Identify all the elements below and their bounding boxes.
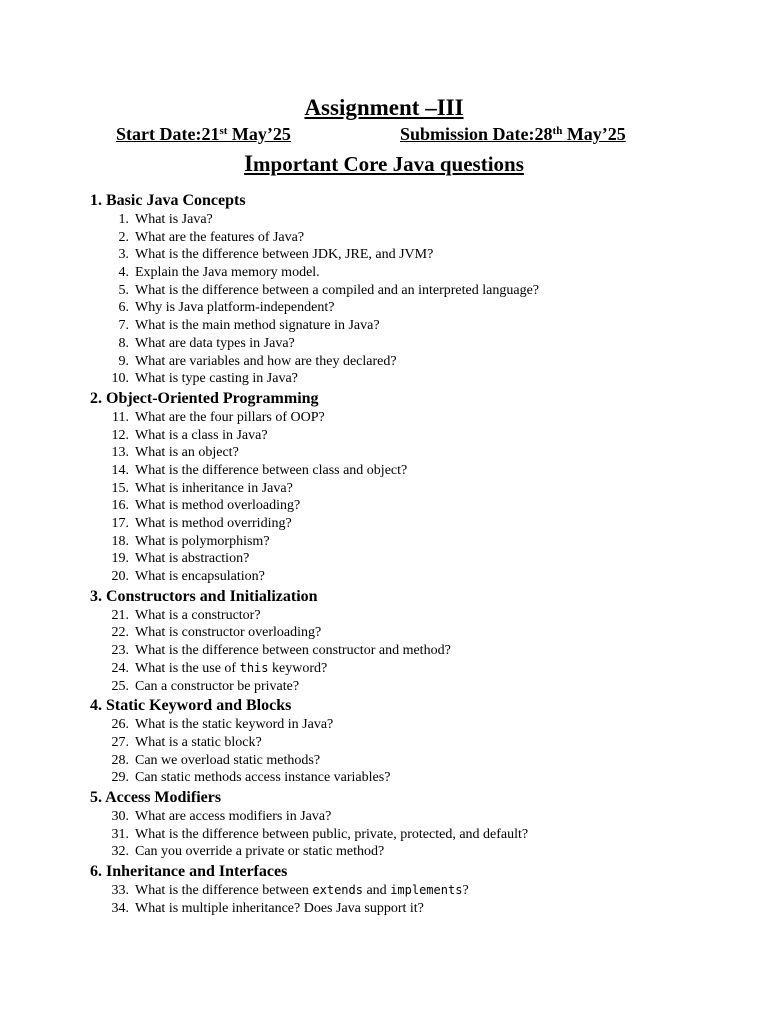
- question-text: What is multiple inheritance? Does Java support it?: [135, 900, 424, 916]
- question-number: 24.: [111, 660, 129, 676]
- question-list: [90, 882, 750, 917]
- question-item: [90, 624, 750, 642]
- question-item: [90, 769, 750, 787]
- question-item: [90, 497, 750, 515]
- question-number: 30.: [111, 808, 129, 824]
- question-text-part: keyword?: [268, 660, 328, 676]
- question-number: 14.: [111, 462, 129, 478]
- code-keyword: this: [239, 660, 269, 675]
- question-text: What is method overriding?: [135, 516, 292, 531]
- question-text: [135, 883, 469, 898]
- question-item: [90, 900, 750, 918]
- question-number: 18.: [111, 533, 129, 549]
- question-number: 22.: [111, 625, 129, 641]
- question-text: What is a constructor?: [135, 607, 261, 623]
- question-text: What is the main method signature in Java?: [135, 318, 380, 334]
- assignment-title: Assignment –III: [304, 95, 464, 120]
- question-text: What is Java?: [135, 212, 213, 227]
- question-list: [90, 607, 750, 695]
- question-text: What is abstraction?: [135, 551, 250, 567]
- dates-line: [0, 124, 768, 148]
- question-number: 25.: [111, 678, 129, 694]
- question-number: 11.: [112, 409, 129, 425]
- question-item: [90, 752, 750, 770]
- question-text: What is the difference between JDK, JRE, and JVM?: [135, 247, 434, 263]
- question-number: 13.: [111, 445, 129, 461]
- subtitle-rest: mportant Core Java questions: [253, 152, 524, 176]
- question-item: [90, 299, 750, 317]
- question-item: [90, 808, 750, 826]
- question-text: What are the features of Java?: [135, 229, 305, 245]
- question-text: What are variables and how are they declared?: [135, 353, 397, 369]
- question-number: 29.: [111, 770, 129, 786]
- question-text: Can static methods access instance variables?: [135, 770, 391, 786]
- question-item: [90, 246, 750, 264]
- section-heading: 3. Constructors and Initialization: [90, 587, 318, 605]
- question-number: 23.: [111, 643, 129, 659]
- question-item: [90, 734, 750, 752]
- section: [90, 190, 750, 388]
- question-text-part: and: [362, 883, 391, 898]
- code-keyword: extends: [312, 883, 363, 897]
- question-text: Can we overload static methods?: [135, 752, 321, 768]
- question-item: [90, 843, 750, 861]
- question-item: [90, 370, 750, 388]
- question-text: What is a static block?: [135, 734, 262, 750]
- section: [90, 861, 750, 917]
- question-text: What is a class in Java?: [135, 427, 268, 443]
- section-heading: 1. Basic Java Concepts: [90, 192, 246, 209]
- question-text: What is the difference between a compiled and an interpreted language?: [135, 282, 539, 298]
- question-text: Why is Java platform-independent?: [135, 300, 335, 316]
- section-heading: 5. Access Modifiers: [90, 788, 222, 806]
- question-item: [90, 264, 750, 282]
- question-item: [90, 211, 750, 229]
- submission-date: [400, 124, 626, 145]
- question-item: [90, 282, 750, 300]
- question-item: [90, 716, 750, 734]
- question-list: [90, 211, 750, 388]
- question-text-part: What is the use of: [135, 660, 240, 676]
- question-item: [90, 409, 750, 427]
- question-number: 20.: [111, 569, 129, 585]
- question-number: 10.: [111, 371, 129, 387]
- question-item: [90, 444, 750, 462]
- question-item: [90, 826, 750, 844]
- questions-content: [90, 190, 750, 917]
- question-number: 27.: [111, 734, 129, 750]
- question-number: 21.: [111, 607, 129, 623]
- submission-date-suffix: th: [552, 125, 563, 137]
- question-number: 26.: [111, 717, 129, 733]
- question-number: 8.: [118, 335, 129, 351]
- question-number: 12.: [111, 427, 129, 443]
- start-date-suffix: st: [219, 125, 228, 137]
- start-date-rest: May’25: [227, 124, 291, 144]
- question-text-part: What is the difference between: [135, 883, 313, 898]
- start-date: [116, 124, 291, 145]
- question-number: 16.: [111, 498, 129, 514]
- question-number: 3.: [118, 247, 129, 263]
- question-text: What is constructor overloading?: [135, 625, 322, 641]
- question-number: 4.: [118, 265, 129, 281]
- question-number: 7.: [118, 318, 129, 334]
- question-item: [90, 607, 750, 625]
- question-number: 34.: [111, 900, 129, 916]
- question-item: [90, 550, 750, 568]
- question-number: 2.: [118, 229, 129, 245]
- question-text: What is method overloading?: [135, 498, 301, 514]
- question-text: What is type casting in Java?: [135, 371, 298, 387]
- question-list: [90, 808, 750, 861]
- question-item: [90, 353, 750, 371]
- question-number: 9.: [118, 353, 129, 369]
- question-text-part: ?: [462, 883, 469, 898]
- question-text: What is polymorphism?: [135, 533, 270, 549]
- question-text: Can you override a private or static method?: [135, 844, 385, 860]
- question-list: [90, 716, 750, 787]
- question-text: What is an object?: [135, 445, 239, 461]
- question-number: 33.: [111, 883, 129, 898]
- submission-date-label: Submission Date:28: [400, 124, 553, 144]
- question-text: What is the difference between constructor and method?: [135, 643, 451, 659]
- question-item: [90, 335, 750, 353]
- section: [90, 695, 750, 787]
- question-item: [90, 515, 750, 533]
- question-text: [135, 661, 327, 676]
- section: [90, 388, 750, 586]
- question-text: What are access modifiers in Java?: [135, 808, 332, 824]
- section-heading: 2. Object-Oriented Programming: [90, 389, 319, 407]
- question-text: Can a constructor be private?: [135, 678, 300, 694]
- question-text: What is inheritance in Java?: [135, 480, 293, 496]
- section-heading: 6. Inheritance and Interfaces: [90, 863, 288, 880]
- question-list: [90, 409, 750, 586]
- question-item: [90, 480, 750, 498]
- question-text: What is the difference between public, private, protected, and default?: [135, 826, 529, 842]
- question-item: [90, 427, 750, 445]
- question-text: Explain the Java memory model.: [135, 265, 320, 281]
- question-item: [90, 229, 750, 247]
- question-item: [90, 660, 750, 678]
- question-number: 15.: [111, 480, 129, 496]
- question-item: [90, 642, 750, 660]
- question-text: What are data types in Java?: [135, 335, 295, 351]
- subtitle-initial: I: [244, 151, 254, 176]
- section: [90, 586, 750, 695]
- question-item: [90, 317, 750, 335]
- question-number: 5.: [118, 282, 129, 298]
- code-keyword: implements: [390, 883, 463, 897]
- question-text: What is the difference between class and object?: [135, 462, 408, 478]
- question-number: 31.: [111, 826, 129, 842]
- question-number: 1.: [118, 212, 129, 227]
- start-date-label: Start Date:21: [116, 124, 220, 144]
- question-item: [90, 568, 750, 586]
- header-block: [0, 92, 768, 178]
- question-item: [90, 882, 750, 900]
- section: [90, 787, 750, 861]
- submission-date-rest: May’25: [562, 124, 626, 144]
- question-number: 19.: [111, 551, 129, 567]
- question-number: 32.: [111, 844, 129, 860]
- question-number: 17.: [111, 516, 129, 531]
- question-item: [90, 678, 750, 696]
- question-text: What is encapsulation?: [135, 569, 265, 585]
- question-item: [90, 533, 750, 551]
- question-number: 6.: [118, 300, 129, 316]
- question-number: 28.: [111, 752, 129, 768]
- question-text: What are the four pillars of OOP?: [135, 409, 325, 425]
- document-subtitle: [0, 150, 768, 178]
- question-item: [90, 462, 750, 480]
- question-text: What is the static keyword in Java?: [135, 717, 334, 733]
- section-heading: 4. Static Keyword and Blocks: [90, 697, 292, 715]
